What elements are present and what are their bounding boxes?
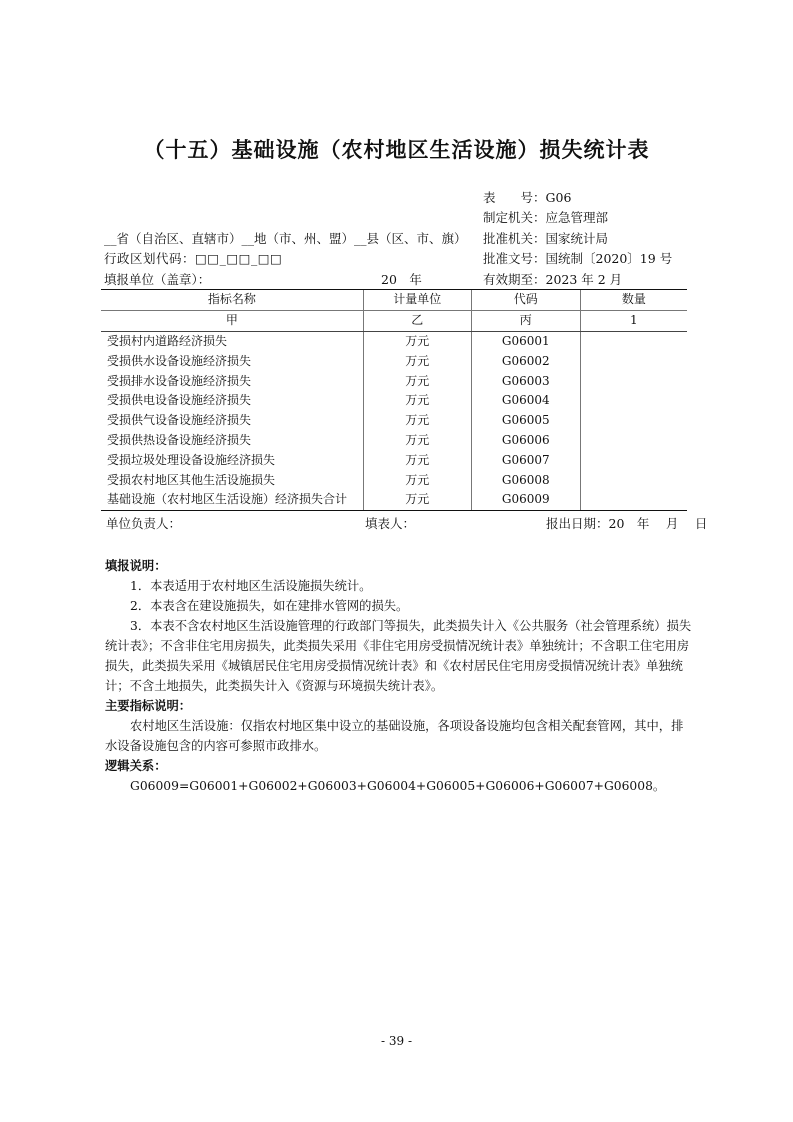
unit: 万元 xyxy=(363,431,471,451)
code: G06007 xyxy=(471,450,580,470)
indicator-name: 受损供水设备设施经济损失 xyxy=(107,353,252,368)
code: G06005 xyxy=(471,411,580,431)
table-row xyxy=(101,470,687,490)
header-quantity: 数量 xyxy=(580,290,687,311)
table-number: 表 号：G06 xyxy=(483,190,572,205)
indicator-name: 受损村内道路经济损失 xyxy=(107,333,228,348)
quantity-cell[interactable] xyxy=(580,470,687,490)
report-date: 报出日期：20 年 月 日 xyxy=(546,516,708,531)
indicator-name: 受损排水设备设施经济损失 xyxy=(107,373,252,388)
valid-until: 有效期至：2023 年 2 月 xyxy=(483,272,623,287)
code: G06003 xyxy=(471,371,580,391)
page-title: （十五）基础设施（农村地区生活设施）损失统计表 xyxy=(143,138,650,162)
unit: 万元 xyxy=(363,411,471,431)
table-row xyxy=(101,331,687,351)
unit: 万元 xyxy=(363,391,471,411)
indicator-name: 受损供气设备设施经济损失 xyxy=(107,413,252,428)
region-line: __省（自治区、直辖市）__地（市、州、盟）__县（区、市、旗） xyxy=(104,231,467,246)
table-row xyxy=(101,351,687,371)
issuing-authority: 制定机关：应急管理部 xyxy=(483,210,609,225)
quantity-cell[interactable] xyxy=(580,331,687,351)
alias-yi: 乙 xyxy=(363,310,471,331)
unit: 万元 xyxy=(363,470,471,490)
table-row xyxy=(101,411,687,431)
fill-instruction-item: 3．本表不含农村地区生活设施管理的行政部门等损失，此类损失计入《公共服务（社会管理系统）损失统计表》；不含非住宅用房损失，此类损失采用《非住宅用房受损情况统计表》单独统计；不含职工住宅用房损失，此类损失采用《城镇居民住宅用房受损情况统计表》和《农村居民住宅用房受损情况统计表》单独统计；不含土地损失，此类损失计入《资源与环境损失统计表》。 xyxy=(105,619,692,693)
alias-one: 1 xyxy=(580,310,687,331)
approval-number: 批准文号：国统制〔2020〕19 号 xyxy=(483,251,673,266)
logic-heading: 逻辑关系： xyxy=(105,759,167,773)
quantity-cell[interactable] xyxy=(580,391,687,411)
alias-bing: 丙 xyxy=(471,310,580,331)
code: G06008 xyxy=(471,470,580,490)
approving-authority: 批准机关：国家统计局 xyxy=(483,231,609,246)
column-alias-row xyxy=(101,310,687,331)
indicator-name: 受损垃圾处理设备设施经济损失 xyxy=(107,452,276,467)
header-unit: 计量单位 xyxy=(363,290,471,311)
region-code: 行政区划代码：□□_□□_□□ xyxy=(104,251,283,266)
table-row xyxy=(101,431,687,451)
quantity-cell[interactable] xyxy=(580,411,687,431)
filling-unit: 填报单位（盖章）： xyxy=(104,272,211,287)
indicator-name: 受损供热设备设施经济损失 xyxy=(107,432,252,447)
quantity-cell[interactable] xyxy=(580,490,687,510)
table-row xyxy=(101,450,687,470)
unit: 万元 xyxy=(363,331,471,351)
code: G06004 xyxy=(471,391,580,411)
quantity-cell[interactable] xyxy=(580,371,687,391)
loss-statistics-table xyxy=(101,289,687,511)
code: G06001 xyxy=(471,331,580,351)
logic-formula: G06009=G06001+G06002+G06003+G06004+G06005+G06006+G06007+G06008。 xyxy=(130,779,666,793)
code: G06002 xyxy=(471,351,580,371)
alias-jia: 甲 xyxy=(101,310,363,331)
code: G06009 xyxy=(471,490,580,510)
header-code: 代码 xyxy=(471,290,580,311)
header-row xyxy=(101,290,687,311)
unit: 万元 xyxy=(363,450,471,470)
unit: 万元 xyxy=(363,371,471,391)
quantity-cell[interactable] xyxy=(580,351,687,371)
code: G06006 xyxy=(471,431,580,451)
main-indicator-heading: 主要指标说明： xyxy=(105,699,192,713)
indicator-name: 受损供电设备设施经济损失 xyxy=(107,393,252,408)
unit-responsible: 单位负责人： xyxy=(106,516,182,531)
unit: 万元 xyxy=(363,351,471,371)
quantity-cell[interactable] xyxy=(580,450,687,470)
fill-instruction-item: 2．本表含在建设施损失，如在建排水管网的损失。 xyxy=(130,599,409,613)
fill-instruction-item: 1．本表适用于农村地区生活设施损失统计。 xyxy=(130,579,372,593)
fill-instructions-heading: 填报说明： xyxy=(105,559,167,573)
indicator-name: 受损农村地区其他生活设施损失 xyxy=(107,472,276,487)
table-row xyxy=(101,391,687,411)
page-number: - 39 - xyxy=(380,1034,412,1048)
header-indicator-name: 指标名称 xyxy=(101,290,363,311)
table-row xyxy=(101,371,687,391)
main-indicator-text: 农村地区生活设施：仅指农村地区集中设立的基础设施，各项设备设施均包含相关配套管网，其中，排水设备设施包含的内容可参照市政排水。 xyxy=(105,719,684,753)
form-filler: 填表人： xyxy=(365,516,416,531)
indicator-name: 基础设施（农村地区生活设施）经济损失合计 xyxy=(101,490,363,510)
report-year: 20 年 xyxy=(381,272,422,287)
quantity-cell[interactable] xyxy=(580,431,687,451)
table-row-total xyxy=(101,490,687,510)
notes-section xyxy=(105,556,695,796)
unit: 万元 xyxy=(363,490,471,510)
